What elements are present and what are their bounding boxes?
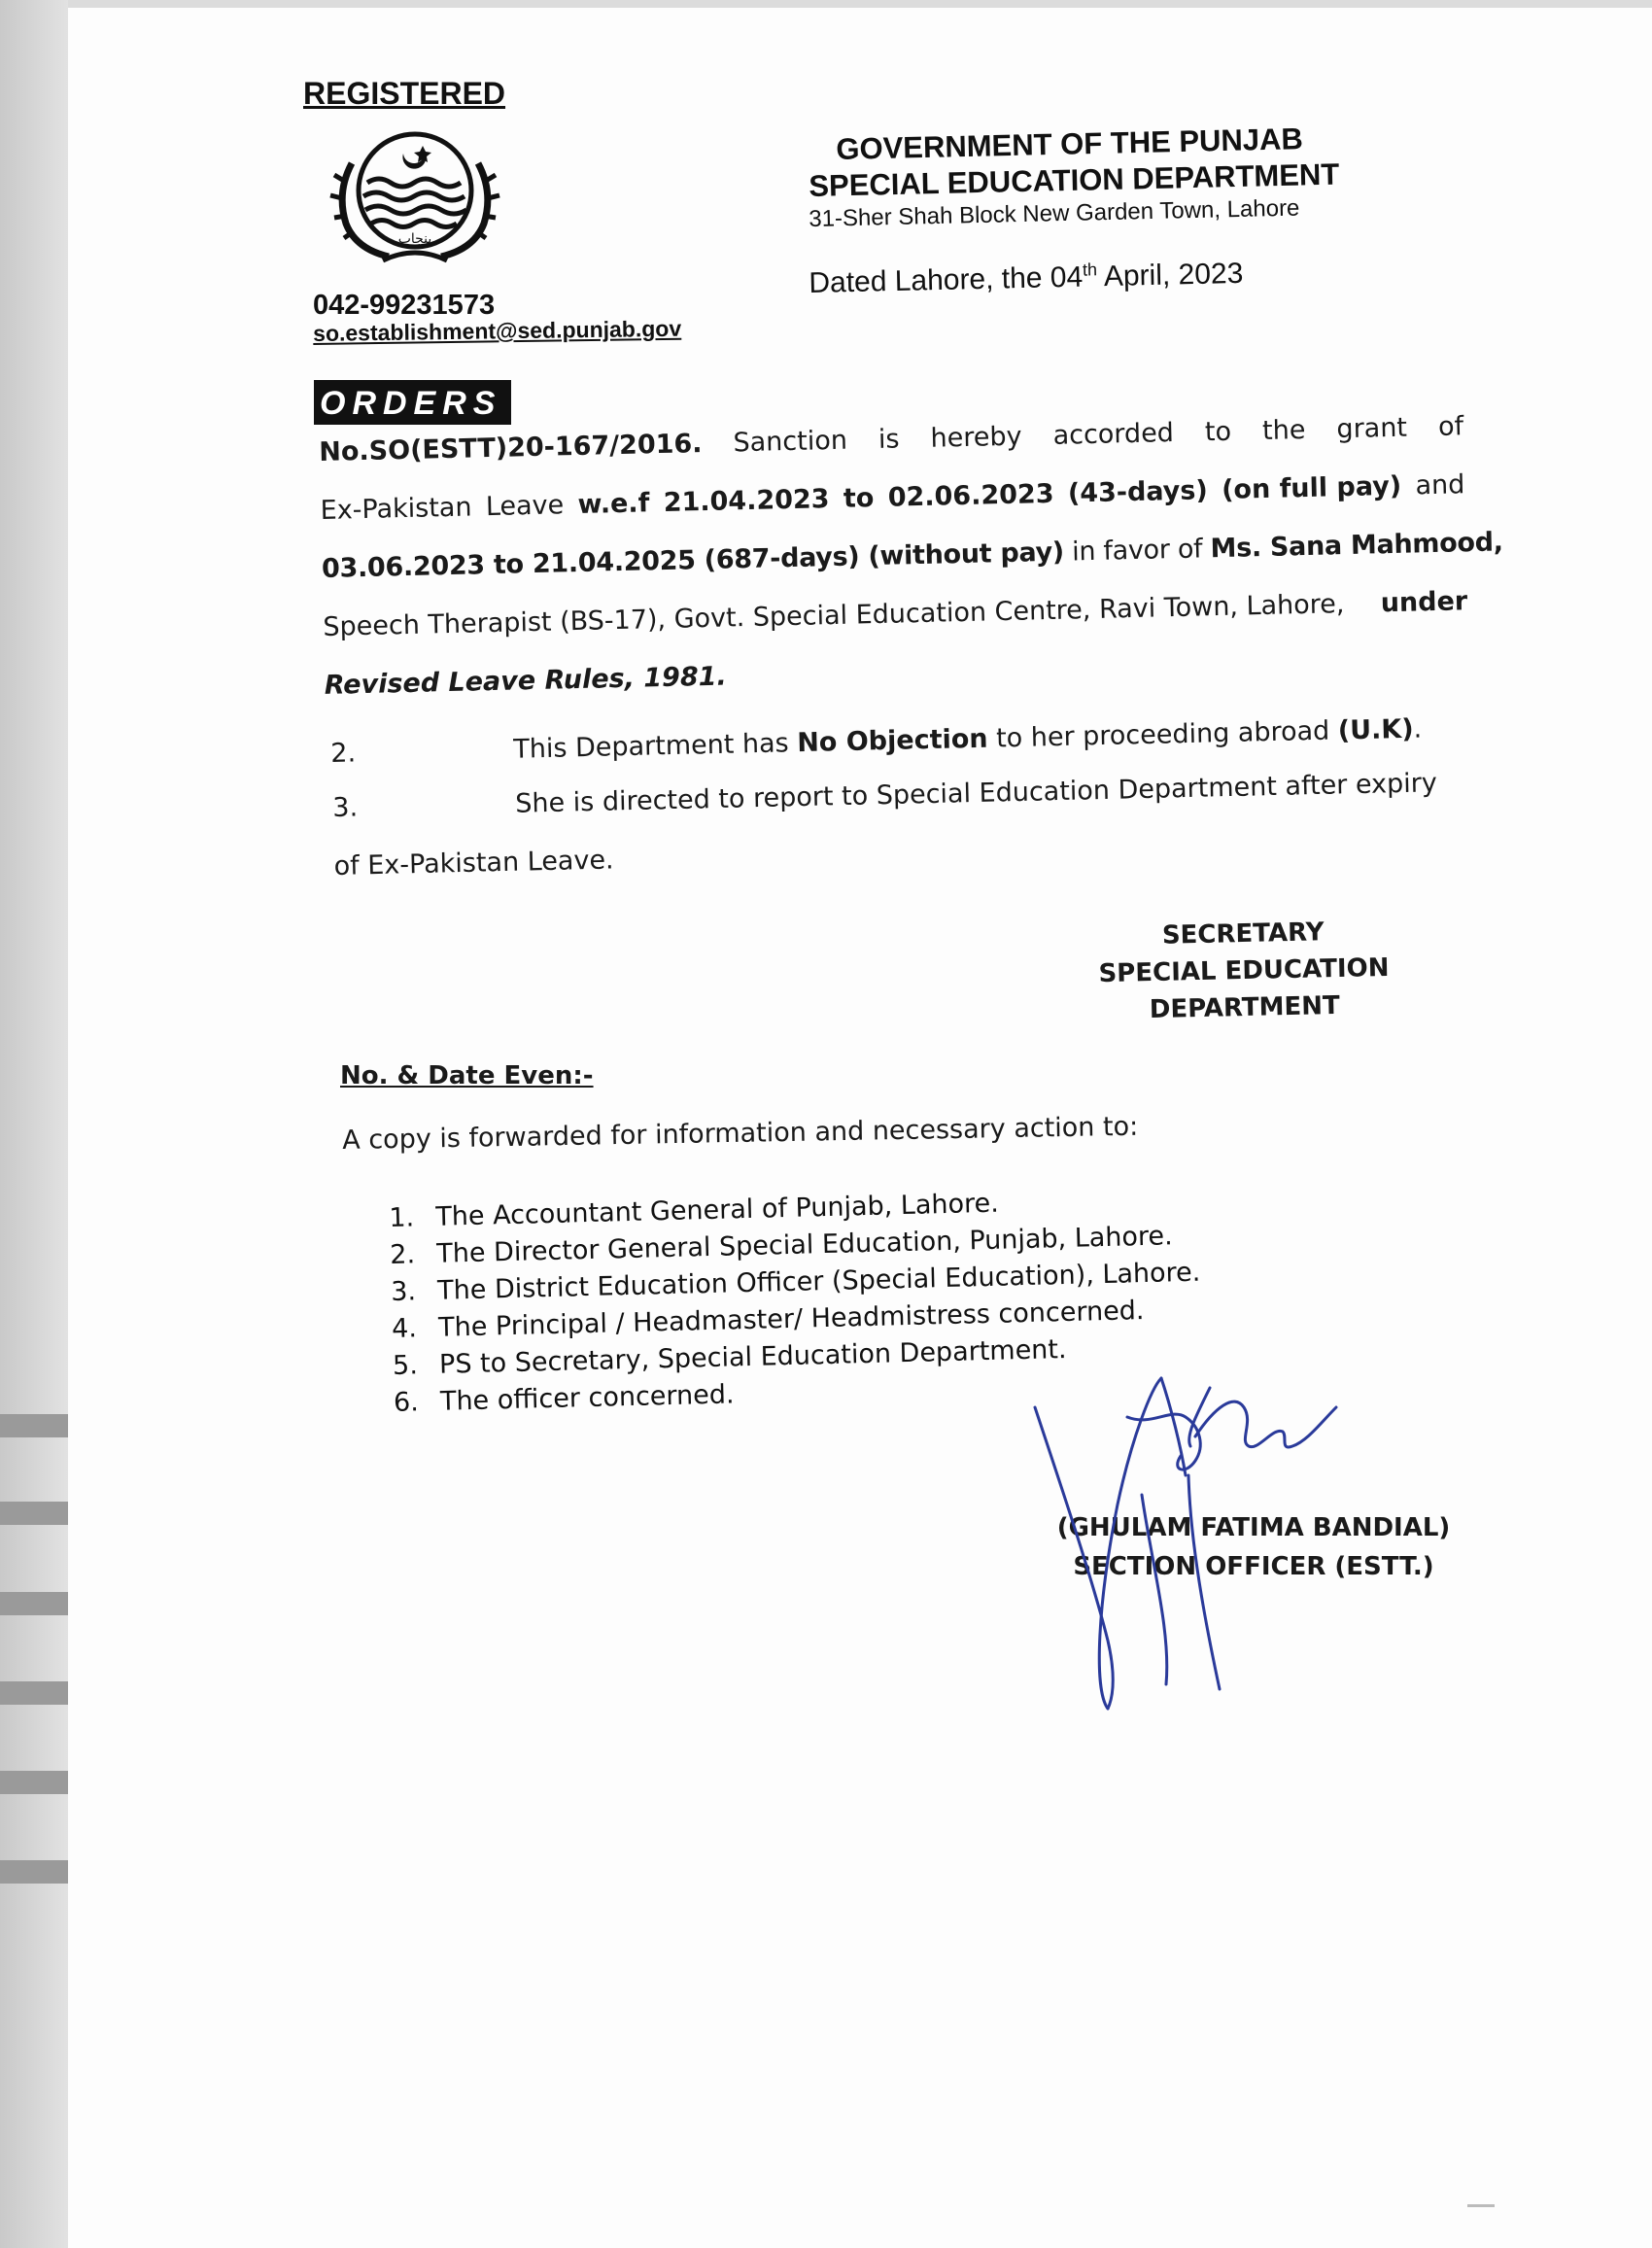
endorsement-intro: A copy is forwarded for information and necessary action to: [342, 1111, 1139, 1156]
para1-line2: Ex-Pakistan Leave w.e.f 21.04.2023 to 02.06.2023 (43-days) (on full pay) and [320, 469, 1465, 526]
endorsement-heading: No. & Date Even:- [340, 1061, 594, 1090]
phone-number: 042-99231573 [313, 290, 496, 321]
svg-text:پنجاب: پنجاب [397, 231, 432, 247]
signatory-name: (GHULAM FATIMA BANDIAL) [1056, 1513, 1451, 1542]
document-page [68, 8, 1652, 2248]
scan-speck [1467, 2204, 1495, 2207]
list-item: 2. The Director General Special Education, Punjab, Lahore. [389, 1221, 1174, 1270]
order-paragraph-3: 3. She is directed to report to Special Education Department after expiry of Ex-Pakistan Leave. [332, 768, 1438, 882]
list-item: 1. The Accountant General of Punjab, Lahore. [389, 1188, 1000, 1233]
government-title: GOVERNMENT OF THE PUNJAB [836, 121, 1304, 166]
list-item: 4. The Principal / Headmaster/ Headmistress concerned. [391, 1296, 1145, 1344]
list-item: 3. The District Education Officer (Special Education), Lahore. [390, 1257, 1201, 1307]
secretary-block: SECRETARY SPECIAL EDUCATION DEPARTMENT [1098, 917, 1390, 1025]
handwritten-signature [1025, 1349, 1375, 1718]
list-item: 5. PS to Secretary, Special Education Department. [392, 1334, 1067, 1381]
email-address: so.establishment@sed.punjab.gov [313, 315, 682, 346]
para1-line3: 03.06.2023 to 21.04.2025 (687-days) (without pay) in favor of Ms. Sana Mahmood, [321, 527, 1503, 584]
department-title: SPECIAL EDUCATION DEPARTMENT [809, 156, 1340, 203]
registered-label: REGISTERED [303, 76, 506, 111]
para1-line5: Revised Leave Rules, 1981. [324, 661, 728, 701]
scanner-margin [0, 0, 68, 2248]
para1-line4: Speech Therapist (BS-17), Govt. Special Education Centre, Ravi Town, Lahore, under [323, 586, 1468, 642]
list-item: 6. The officer concerned. [393, 1379, 735, 1418]
order-date: Dated Lahore, the 04th April, 2023 [809, 257, 1244, 299]
order-paragraph-1 [319, 411, 1503, 725]
order-paragraph-2: 2. This Department has No Objection to her proceeding abroad (U.K). [330, 713, 1423, 769]
signatory-designation: SECTION OFFICER (ESTT.) [1073, 1552, 1434, 1581]
orders-banner: ORDERS [314, 380, 511, 425]
para1-line1: No.SO(ESTT)20-167/2016. Sanction is hereby accorded to the grant of [319, 411, 1464, 467]
punjab-emblem-icon [323, 124, 507, 270]
department-address: 31-Sher Shah Block New Garden Town, Lahore [809, 194, 1300, 232]
